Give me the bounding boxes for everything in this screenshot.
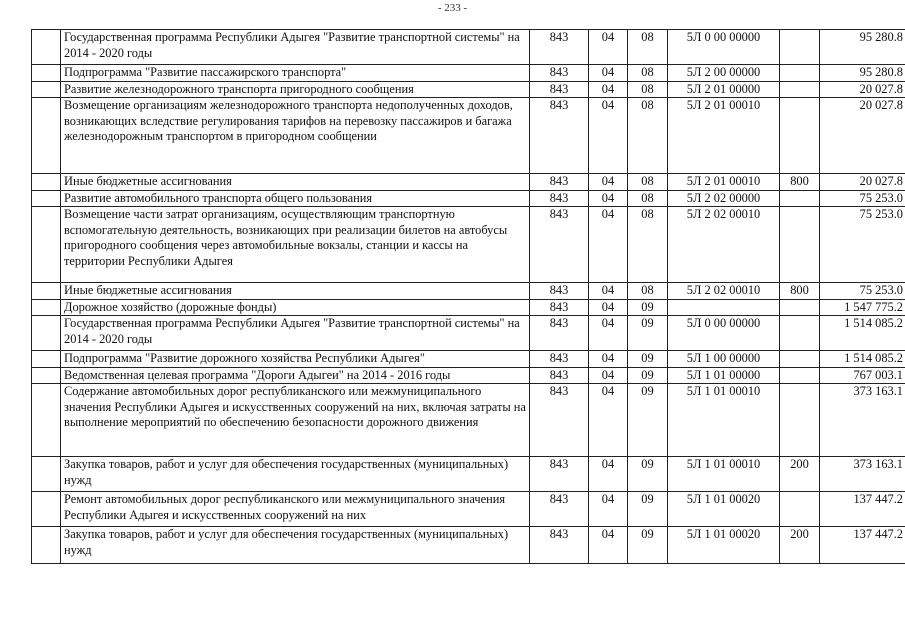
row-rz-cell: 04 xyxy=(589,98,628,174)
table-row xyxy=(32,207,905,283)
row-amount-cell: 20 027.8 xyxy=(820,98,905,174)
row-rz-cell: 04 xyxy=(589,384,628,457)
row-amount-cell: 1 514 085.2 xyxy=(820,351,905,368)
row-csr-cell: 5Л 2 01 00010 xyxy=(668,98,780,174)
row-amount-cell: 20 027.8 xyxy=(820,174,905,191)
row-amount-cell: 373 163.1 xyxy=(820,457,905,492)
table-row xyxy=(32,351,905,368)
row-ved-cell: 843 xyxy=(530,527,589,564)
row-name-cell: Государственная программа Республики Адыгея "Развитие транспортной системы" на 2014 - 2020 годы xyxy=(61,316,530,351)
row-csr-cell: 5Л 1 00 00000 xyxy=(668,351,780,368)
table-row xyxy=(32,384,905,457)
row-amount-cell: 373 163.1 xyxy=(820,384,905,457)
row-rz-cell: 04 xyxy=(589,283,628,300)
table-row xyxy=(32,316,905,351)
row-pr-cell: 09 xyxy=(628,384,668,457)
row-pr-cell: 09 xyxy=(628,316,668,351)
row-csr-cell: 5Л 1 01 00000 xyxy=(668,367,780,384)
row-rz-cell: 04 xyxy=(589,190,628,207)
row-name-cell: Развитие железнодорожного транспорта пригородного сообщения xyxy=(61,81,530,98)
row-name-cell: Государственная программа Республики Адыгея "Развитие транспортной системы" на 2014 - 2020 годы xyxy=(61,30,530,65)
row-csr-cell: 5Л 2 02 00010 xyxy=(668,207,780,283)
table-row xyxy=(32,174,905,191)
row-name-cell: Содержание автомобильных дорог республиканского или межмуниципального значения Республики Адыгея и искусственных сооружений на них, включая затраты на выполнение мероприятий по обеспечению безопасности дорожного движения xyxy=(61,384,530,457)
row-amount-cell: 1 547 775.2 xyxy=(820,299,905,316)
row-pr-cell: 09 xyxy=(628,492,668,527)
row-index-cell xyxy=(32,527,61,564)
row-csr-cell xyxy=(668,299,780,316)
row-name-cell: Дорожное хозяйство (дорожные фонды) xyxy=(61,299,530,316)
row-ved-cell: 843 xyxy=(530,316,589,351)
row-amount-cell: 20 027.8 xyxy=(820,81,905,98)
row-rz-cell: 04 xyxy=(589,207,628,283)
row-vr-cell xyxy=(780,30,820,65)
row-ved-cell: 843 xyxy=(530,98,589,174)
row-rz-cell: 04 xyxy=(589,316,628,351)
row-ved-cell: 843 xyxy=(530,174,589,191)
row-rz-cell: 04 xyxy=(589,299,628,316)
row-rz-cell: 04 xyxy=(589,174,628,191)
row-vr-cell xyxy=(780,316,820,351)
row-vr-cell xyxy=(780,65,820,82)
row-name-cell: Возмещение части затрат организациям, осуществляющим транспортную вспомогательную деятельность, возникающих при реализации билетов на автобусы пригородного сообщения через автомобильные вокзалы, станции и кассы на территории Республики Адыгея xyxy=(61,207,530,283)
table-row xyxy=(32,190,905,207)
row-index-cell xyxy=(32,81,61,98)
row-ved-cell: 843 xyxy=(530,283,589,300)
table-row xyxy=(32,457,905,492)
row-pr-cell: 08 xyxy=(628,30,668,65)
row-rz-cell: 04 xyxy=(589,65,628,82)
budget-table xyxy=(31,29,905,564)
row-rz-cell: 04 xyxy=(589,367,628,384)
row-index-cell xyxy=(32,351,61,368)
table-row xyxy=(32,81,905,98)
row-vr-cell xyxy=(780,492,820,527)
row-csr-cell: 5Л 1 01 00020 xyxy=(668,492,780,527)
row-csr-cell: 5Л 0 00 00000 xyxy=(668,30,780,65)
row-name-cell: Подпрограмма "Развитие пассажирского транспорта" xyxy=(61,65,530,82)
table-row xyxy=(32,30,905,65)
row-index-cell xyxy=(32,316,61,351)
row-name-cell: Иные бюджетные ассигнования xyxy=(61,174,530,191)
row-pr-cell: 09 xyxy=(628,299,668,316)
row-amount-cell: 75 253.0 xyxy=(820,283,905,300)
row-vr-cell xyxy=(780,384,820,457)
row-rz-cell: 04 xyxy=(589,30,628,65)
row-vr-cell xyxy=(780,351,820,368)
row-index-cell xyxy=(32,190,61,207)
table-row xyxy=(32,367,905,384)
row-pr-cell: 08 xyxy=(628,65,668,82)
row-rz-cell: 04 xyxy=(589,81,628,98)
row-amount-cell: 137 447.2 xyxy=(820,527,905,564)
row-ved-cell: 843 xyxy=(530,207,589,283)
row-vr-cell xyxy=(780,367,820,384)
row-name-cell: Возмещение организациям железнодорожного транспорта недополученных доходов, возникающих вследствие регулирования тарифов на перевозку пассажиров и багажа железнодорожным транспортом в пригородном сообщении xyxy=(61,98,530,174)
row-csr-cell: 5Л 2 01 00010 xyxy=(668,174,780,191)
row-ved-cell: 843 xyxy=(530,81,589,98)
row-ved-cell: 843 xyxy=(530,457,589,492)
row-index-cell xyxy=(32,283,61,300)
table-row xyxy=(32,527,905,564)
row-vr-cell: 800 xyxy=(780,174,820,191)
row-pr-cell: 08 xyxy=(628,283,668,300)
row-rz-cell: 04 xyxy=(589,457,628,492)
row-name-cell: Ремонт автомобильных дорог республиканского или межмуниципального значения Республики Адыгея и искусственных сооружений на них xyxy=(61,492,530,527)
row-ved-cell: 843 xyxy=(530,492,589,527)
row-csr-cell: 5Л 1 01 00010 xyxy=(668,384,780,457)
row-vr-cell: 800 xyxy=(780,283,820,300)
row-amount-cell: 1 514 085.2 xyxy=(820,316,905,351)
row-vr-cell xyxy=(780,81,820,98)
row-index-cell xyxy=(32,299,61,316)
row-csr-cell: 5Л 2 02 00000 xyxy=(668,190,780,207)
row-csr-cell: 5Л 2 00 00000 xyxy=(668,65,780,82)
row-csr-cell: 5Л 2 02 00010 xyxy=(668,283,780,300)
row-amount-cell: 95 280.8 xyxy=(820,65,905,82)
table-row xyxy=(32,492,905,527)
row-index-cell xyxy=(32,98,61,174)
table-row xyxy=(32,283,905,300)
table-body xyxy=(32,30,905,564)
row-csr-cell: 5Л 0 00 00000 xyxy=(668,316,780,351)
row-name-cell: Ведомственная целевая программа "Дороги Адыгеи" на 2014 - 2016 годы xyxy=(61,367,530,384)
row-index-cell xyxy=(32,207,61,283)
row-csr-cell: 5Л 1 01 00010 xyxy=(668,457,780,492)
row-rz-cell: 04 xyxy=(589,527,628,564)
row-ved-cell: 843 xyxy=(530,367,589,384)
row-pr-cell: 09 xyxy=(628,351,668,368)
row-index-cell xyxy=(32,174,61,191)
table-row xyxy=(32,65,905,82)
row-pr-cell: 09 xyxy=(628,457,668,492)
row-index-cell xyxy=(32,457,61,492)
row-vr-cell xyxy=(780,98,820,174)
row-ved-cell: 843 xyxy=(530,299,589,316)
row-name-cell: Иные бюджетные ассигнования xyxy=(61,283,530,300)
row-name-cell: Подпрограмма "Развитие дорожного хозяйства Республики Адыгея" xyxy=(61,351,530,368)
row-ved-cell: 843 xyxy=(530,30,589,65)
table-row xyxy=(32,98,905,174)
row-pr-cell: 08 xyxy=(628,81,668,98)
row-name-cell: Закупка товаров, работ и услуг для обеспечения государственных (муниципальных) нужд xyxy=(61,527,530,564)
row-vr-cell xyxy=(780,299,820,316)
row-amount-cell: 75 253.0 xyxy=(820,207,905,283)
row-rz-cell: 04 xyxy=(589,492,628,527)
row-vr-cell: 200 xyxy=(780,527,820,564)
row-ved-cell: 843 xyxy=(530,190,589,207)
row-pr-cell: 08 xyxy=(628,98,668,174)
row-name-cell: Развитие автомобильного транспорта общего пользования xyxy=(61,190,530,207)
row-index-cell xyxy=(32,30,61,65)
row-ved-cell: 843 xyxy=(530,351,589,368)
row-index-cell xyxy=(32,384,61,457)
row-amount-cell: 75 253.0 xyxy=(820,190,905,207)
row-vr-cell: 200 xyxy=(780,457,820,492)
row-pr-cell: 08 xyxy=(628,190,668,207)
row-vr-cell xyxy=(780,207,820,283)
row-amount-cell: 95 280.8 xyxy=(820,30,905,65)
row-pr-cell: 08 xyxy=(628,174,668,191)
row-rz-cell: 04 xyxy=(589,351,628,368)
row-csr-cell: 5Л 1 01 00020 xyxy=(668,527,780,564)
row-amount-cell: 767 003.1 xyxy=(820,367,905,384)
row-pr-cell: 08 xyxy=(628,207,668,283)
row-index-cell xyxy=(32,65,61,82)
row-amount-cell: 137 447.2 xyxy=(820,492,905,527)
row-vr-cell xyxy=(780,190,820,207)
row-name-cell: Закупка товаров, работ и услуг для обеспечения государственных (муниципальных) нужд xyxy=(61,457,530,492)
table-row xyxy=(32,299,905,316)
row-pr-cell: 09 xyxy=(628,527,668,564)
page-number: - 233 - xyxy=(437,2,468,14)
row-pr-cell: 09 xyxy=(628,367,668,384)
row-index-cell xyxy=(32,492,61,527)
row-index-cell xyxy=(32,367,61,384)
row-ved-cell: 843 xyxy=(530,384,589,457)
row-ved-cell: 843 xyxy=(530,65,589,82)
row-csr-cell: 5Л 2 01 00000 xyxy=(668,81,780,98)
